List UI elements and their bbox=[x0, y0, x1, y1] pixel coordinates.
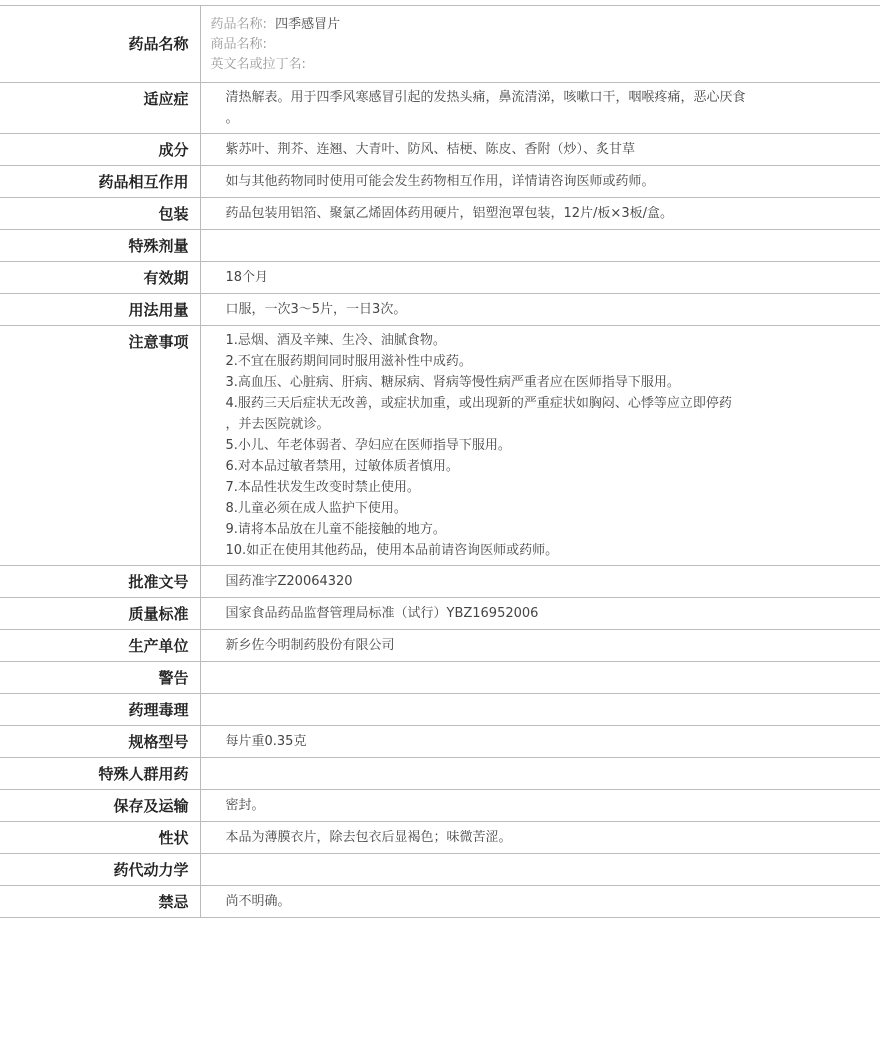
row-special-population bbox=[0, 758, 880, 790]
row-label-special-population: 特殊人群用药 bbox=[0, 758, 200, 790]
row-label-shelf-life: 有效期 bbox=[0, 262, 200, 294]
manufacturer-value: 新乡佐今明制药股份有限公司 bbox=[200, 630, 880, 662]
row-drug-name bbox=[0, 6, 880, 83]
row-label-special-dosage: 特殊剂量 bbox=[0, 230, 200, 262]
row-special-dosage bbox=[0, 230, 880, 262]
ingredients-value: 紫苏叶、荆芥、连翘、大青叶、防风、桔梗、陈皮、香附（炒）、炙甘草 bbox=[200, 134, 880, 166]
row-label-pharmacology: 药理毒理 bbox=[0, 694, 200, 726]
row-label-manufacturer: 生产单位 bbox=[0, 630, 200, 662]
specification-value: 每片重0.35克 bbox=[200, 726, 880, 758]
pharmacology-value bbox=[200, 694, 880, 726]
special-dosage-value bbox=[200, 230, 880, 262]
row-label-indications: 适应症 bbox=[0, 83, 200, 134]
usage-value: 口服，一次3～5片，一日3次。 bbox=[200, 294, 880, 326]
row-label-packaging: 包装 bbox=[0, 198, 200, 230]
pharmacokinetics-value bbox=[200, 854, 880, 886]
indications-line-2: 。 bbox=[225, 111, 239, 126]
row-storage bbox=[0, 790, 880, 822]
row-shelf-life bbox=[0, 262, 880, 294]
precaution-item: 1.忌烟、酒及辛辣、生冷、油腻食物。 bbox=[225, 333, 446, 348]
row-label-pharmacokinetics: 药代动力学 bbox=[0, 854, 200, 886]
row-warning bbox=[0, 662, 880, 694]
latin-name-line bbox=[211, 55, 880, 75]
row-contraindications bbox=[0, 886, 880, 918]
generic-name-value: 四季感冒片 bbox=[275, 17, 341, 32]
row-label-specification: 规格型号 bbox=[0, 726, 200, 758]
row-quality-standard bbox=[0, 598, 880, 630]
row-description bbox=[0, 822, 880, 854]
row-label-usage: 用法用量 bbox=[0, 294, 200, 326]
contraindications-value: 尚不明确。 bbox=[200, 886, 880, 918]
precaution-item: 3.高血压、心脏病、肝病、糖尿病、肾病等慢性病严重者应在医师指导下服用。 bbox=[225, 375, 680, 390]
description-value: 本品为薄膜衣片，除去包衣后显褐色；味微苦涩。 bbox=[200, 822, 880, 854]
row-label-warning: 警告 bbox=[0, 662, 200, 694]
quality-standard-value: 国家食品药品监督管理局标准（试行）YBZ16952006 bbox=[200, 598, 880, 630]
indications-line-1: 清热解表。用于四季风寒感冒引起的发热头痛，鼻流清涕，咳嗽口干，咽喉疼痛，恶心厌食 bbox=[225, 90, 746, 105]
precaution-item: 9.请将本品放在儿童不能接触的地方。 bbox=[225, 522, 446, 537]
row-label-drug-name: 药品名称 bbox=[0, 6, 200, 83]
row-label-quality-standard: 质量标准 bbox=[0, 598, 200, 630]
latin-name-label: 英文名或拉丁名: bbox=[210, 57, 306, 72]
row-indications bbox=[0, 83, 880, 134]
row-label-storage: 保存及运输 bbox=[0, 790, 200, 822]
precaution-item: 4.服药三天后症状无改善，或症状加重，或出现新的严重症状如胸闷、心悸等应立即停药 bbox=[225, 396, 732, 411]
row-label-interactions: 药品相互作用 bbox=[0, 166, 200, 198]
row-ingredients bbox=[0, 134, 880, 166]
row-manufacturer bbox=[0, 630, 880, 662]
generic-name-line bbox=[211, 15, 880, 35]
row-pharmacokinetics bbox=[0, 854, 880, 886]
storage-value: 密封。 bbox=[200, 790, 880, 822]
row-specification bbox=[0, 726, 880, 758]
packaging-value: 药品包装用铝箔、聚氯乙烯固体药用硬片，铝塑泡罩包装，12片/板×3板/盒。 bbox=[200, 198, 880, 230]
row-approval bbox=[0, 566, 880, 598]
warning-value bbox=[200, 662, 880, 694]
precaution-item: 5.小儿、年老体弱者、孕妇应在医师指导下服用。 bbox=[225, 438, 511, 453]
row-label-precautions: 注意事项 bbox=[0, 326, 200, 566]
precaution-item: 2.不宜在服药期间同时服用滋补性中成药。 bbox=[225, 354, 472, 369]
precaution-item: 8.儿童必须在成人监护下使用。 bbox=[225, 501, 407, 516]
name-fields bbox=[200, 6, 880, 83]
row-precautions bbox=[0, 326, 880, 566]
row-label-ingredients: 成分 bbox=[0, 134, 200, 166]
row-pharmacology bbox=[0, 694, 880, 726]
row-interactions bbox=[0, 166, 880, 198]
shelf-life-value: 18个月 bbox=[200, 262, 880, 294]
row-usage bbox=[0, 294, 880, 326]
row-packaging bbox=[0, 198, 880, 230]
generic-name-label: 药品名称: bbox=[210, 17, 267, 32]
precaution-item: 6.对本品过敏者禁用，过敏体质者慎用。 bbox=[225, 459, 459, 474]
row-label-contraindications: 禁忌 bbox=[0, 886, 200, 918]
special-population-value bbox=[200, 758, 880, 790]
drug-spec-table bbox=[0, 5, 880, 918]
trade-name-line bbox=[211, 35, 880, 55]
precaution-item: ，并去医院就诊。 bbox=[225, 417, 330, 432]
precautions-value bbox=[200, 326, 880, 566]
precaution-item: 10.如正在使用其他药品，使用本品前请咨询医师或药师。 bbox=[225, 543, 559, 558]
trade-name-label: 商品名称: bbox=[210, 37, 267, 52]
row-label-description: 性状 bbox=[0, 822, 200, 854]
precaution-item: 7.本品性状发生改变时禁止使用。 bbox=[225, 480, 420, 495]
indications-value bbox=[200, 83, 880, 134]
interactions-value: 如与其他药物同时使用可能会发生药物相互作用，详情请咨询医师或药师。 bbox=[200, 166, 880, 198]
row-label-approval: 批准文号 bbox=[0, 566, 200, 598]
approval-value: 国药准字Z20064320 bbox=[200, 566, 880, 598]
